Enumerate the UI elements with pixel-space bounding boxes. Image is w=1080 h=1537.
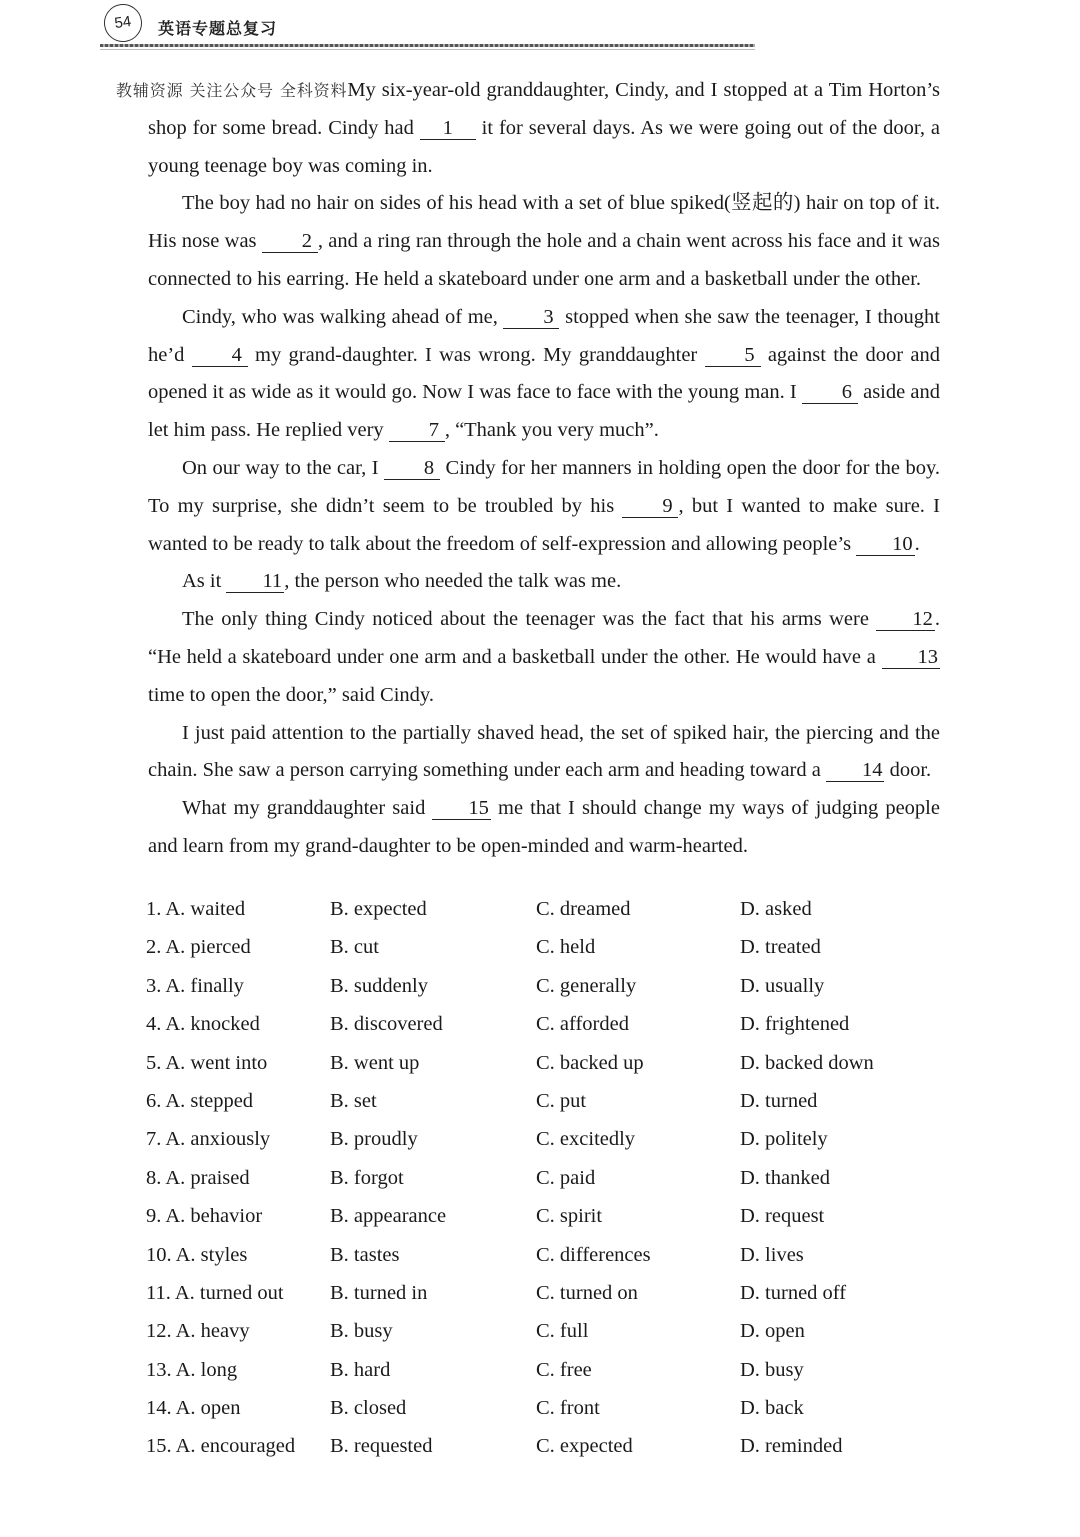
- text-run: The only thing Cindy noticed about the teenager was the fact that his arms were: [182, 608, 877, 631]
- option-c: C. put: [536, 1089, 587, 1112]
- option-c: C. free: [536, 1358, 592, 1381]
- option-row-9: [146, 1205, 946, 1243]
- blank-13: 13: [882, 646, 941, 669]
- option-a: 4. A. knocked: [146, 1013, 260, 1036]
- option-row-6: [146, 1090, 946, 1128]
- text-run: against the door and opened it as wide as it would go. Now I was face to face with the young man. I: [148, 343, 940, 404]
- text-run: my grand-daughter. I was wrong. My granddaughter: [247, 343, 705, 366]
- option-row-3: [146, 975, 946, 1013]
- option-row-5: [146, 1052, 946, 1090]
- text-run: aside and let him pass. He replied very: [148, 381, 940, 442]
- cloze-passage: [116, 72, 941, 866]
- option-c: C. paid: [536, 1166, 596, 1189]
- option-d: D. request: [740, 1205, 825, 1228]
- option-d: D. frightened: [740, 1013, 850, 1036]
- option-row-10: [146, 1244, 946, 1282]
- blank-8: 8: [384, 457, 440, 480]
- option-c: C. differences: [536, 1243, 651, 1266]
- option-d: D. politely: [740, 1128, 828, 1151]
- text-run: , the person who needed the talk was me.: [284, 570, 622, 593]
- option-b: B. tastes: [330, 1243, 400, 1266]
- option-b: B. cut: [330, 936, 379, 959]
- option-a: 2. A. pierced: [146, 936, 251, 959]
- option-d: D. lives: [740, 1243, 804, 1266]
- text-run: me that I should change my ways of judging people and learn from my grand-daughter to be open-minded and warm-hearted.: [148, 797, 940, 857]
- option-b: B. discovered: [330, 1013, 443, 1036]
- answer-options: [146, 898, 946, 1474]
- option-a: 12. A. heavy: [146, 1320, 250, 1343]
- text-run: Cindy, who was walking ahead of me,: [182, 305, 504, 328]
- option-c: C. excitedly: [536, 1128, 636, 1151]
- page-number-badge: 54: [102, 2, 145, 45]
- option-d: D. turned: [740, 1089, 818, 1112]
- text-run: stopped when she saw the teenager, I thought he’d: [148, 305, 941, 366]
- option-b: B. expected: [330, 898, 427, 920]
- paragraph-5: [148, 563, 940, 601]
- blank-2: 2: [262, 230, 318, 253]
- option-row-8: [146, 1167, 946, 1205]
- option-b: B. went up: [330, 1051, 420, 1074]
- option-c: C. spirit: [536, 1205, 603, 1228]
- option-b: B. requested: [330, 1435, 433, 1458]
- blank-5: 5: [705, 344, 761, 367]
- text-run: I just paid attention to the partially shaved head, the set of spiked hair, the piercing and the chain. She saw a person carrying something under each arm and heading toward a: [148, 721, 940, 782]
- header-title: 英语专题总复习: [158, 19, 278, 38]
- option-row-7: [146, 1128, 946, 1166]
- option-d: D. usually: [740, 974, 825, 997]
- option-b: B. hard: [330, 1358, 391, 1381]
- option-d: D. thanked: [740, 1166, 830, 1189]
- option-a: 1. A. waited: [146, 898, 246, 920]
- watermark-text: 教辅资源 关注公众号 全科资料: [116, 81, 348, 100]
- option-row-4: [146, 1013, 946, 1051]
- option-d: D. backed down: [740, 1051, 874, 1074]
- option-c: C. backed up: [536, 1051, 644, 1074]
- option-row-11: [146, 1282, 946, 1320]
- option-d: D. reminded: [740, 1435, 843, 1458]
- option-a: 14. A. open: [146, 1397, 241, 1420]
- text-run: it for several days. As we were going out of the door, a young teenage boy was coming in.: [148, 116, 940, 177]
- blank-15: 15: [432, 797, 491, 820]
- option-b: B. set: [330, 1089, 377, 1112]
- paragraph-1: [116, 72, 940, 185]
- paragraph-4: [148, 450, 940, 563]
- option-a: 8. A. praised: [146, 1166, 250, 1189]
- paragraph-3: [148, 299, 940, 450]
- option-b: B. closed: [330, 1397, 407, 1420]
- paragraph-6: [148, 601, 940, 714]
- option-c: C. dreamed: [536, 898, 631, 920]
- text-run: , “Thank you very much”.: [444, 419, 659, 442]
- paragraph-8: [148, 790, 940, 866]
- option-c: C. full: [536, 1320, 589, 1343]
- text-run: door.: [884, 759, 932, 782]
- option-d: D. busy: [740, 1358, 804, 1381]
- blank-4: 4: [192, 344, 248, 367]
- blank-1: 1: [420, 117, 476, 140]
- text-run: On our way to the car, I: [182, 456, 385, 479]
- option-row-15: [146, 1435, 946, 1473]
- blank-12: 12: [876, 608, 935, 631]
- option-c: C. held: [536, 936, 596, 959]
- option-d: D. treated: [740, 936, 821, 959]
- option-a: 15. A. encouraged: [146, 1435, 296, 1458]
- option-b: B. turned in: [330, 1281, 428, 1304]
- option-d: D. back: [740, 1397, 804, 1420]
- blank-7: 7: [389, 419, 445, 442]
- blank-3: 3: [503, 306, 559, 329]
- option-a: 5. A. went into: [146, 1051, 268, 1074]
- option-c: C. front: [536, 1397, 600, 1420]
- blank-10: 10: [856, 533, 915, 556]
- option-row-1: [146, 898, 946, 936]
- option-b: B. suddenly: [330, 974, 428, 997]
- option-b: B. proudly: [330, 1128, 418, 1151]
- option-c: C. generally: [536, 974, 637, 997]
- blank-9: 9: [622, 495, 678, 518]
- option-b: B. forgot: [330, 1166, 404, 1189]
- text-run: .: [914, 532, 920, 555]
- option-d: D. turned off: [740, 1281, 847, 1304]
- option-b: B. appearance: [330, 1205, 447, 1228]
- page-header: [100, 2, 760, 52]
- option-d: D. asked: [740, 898, 812, 920]
- option-a: 9. A. behavior: [146, 1205, 263, 1228]
- option-row-2: [146, 936, 946, 974]
- option-c: C. afforded: [536, 1013, 629, 1036]
- option-row-14: [146, 1397, 946, 1435]
- text-run: My six-year-old granddaughter, Cindy, and I stopped at a Tim Horton’s shop for some bread. Cindy had: [148, 79, 940, 139]
- option-a: 6. A. stepped: [146, 1089, 254, 1112]
- paragraph-2: [148, 185, 940, 298]
- option-c: C. expected: [536, 1435, 633, 1458]
- blank-11: 11: [226, 570, 284, 593]
- option-d: D. open: [740, 1320, 805, 1343]
- text-run: time to open the door,” said Cindy.: [148, 683, 434, 706]
- paragraph-7: [148, 715, 940, 791]
- text-run: Cindy for her manners in holding open the door for the boy. To my surprise, she didn’t seem to be troubled by his: [148, 456, 940, 517]
- header-divider-thin: [100, 49, 755, 50]
- option-row-13: [146, 1359, 946, 1397]
- text-run: As it: [182, 570, 227, 593]
- option-a: 3. A. finally: [146, 974, 244, 997]
- text-run: The boy had no hair on sides of his head with a set of blue spiked(竖起的) hair on top of it. His nose was: [148, 192, 940, 253]
- text-run: , but I wanted to make sure. I wanted to be ready to talk about the freedom of self-expression and allowing people’s: [148, 494, 940, 555]
- option-row-12: [146, 1320, 946, 1358]
- option-a: 10. A. styles: [146, 1243, 248, 1266]
- header-divider: [100, 44, 755, 47]
- option-a: 11. A. turned out: [146, 1281, 284, 1304]
- option-c: C. turned on: [536, 1281, 638, 1304]
- option-a: 13. A. long: [146, 1358, 238, 1381]
- text-run: . “He held a skateboard under one arm and a basketball under the other. He would have a: [148, 608, 940, 668]
- option-a: 7. A. anxiously: [146, 1128, 271, 1151]
- text-run: What my granddaughter said: [182, 797, 433, 820]
- blank-14: 14: [826, 759, 885, 782]
- text-run: , and a ring ran through the hole and a chain went across his face and it was connected to his earring. He held a skateboard under one arm and a basketball under the other.: [148, 230, 940, 290]
- blank-6: 6: [802, 381, 858, 404]
- option-b: B. busy: [330, 1320, 393, 1343]
